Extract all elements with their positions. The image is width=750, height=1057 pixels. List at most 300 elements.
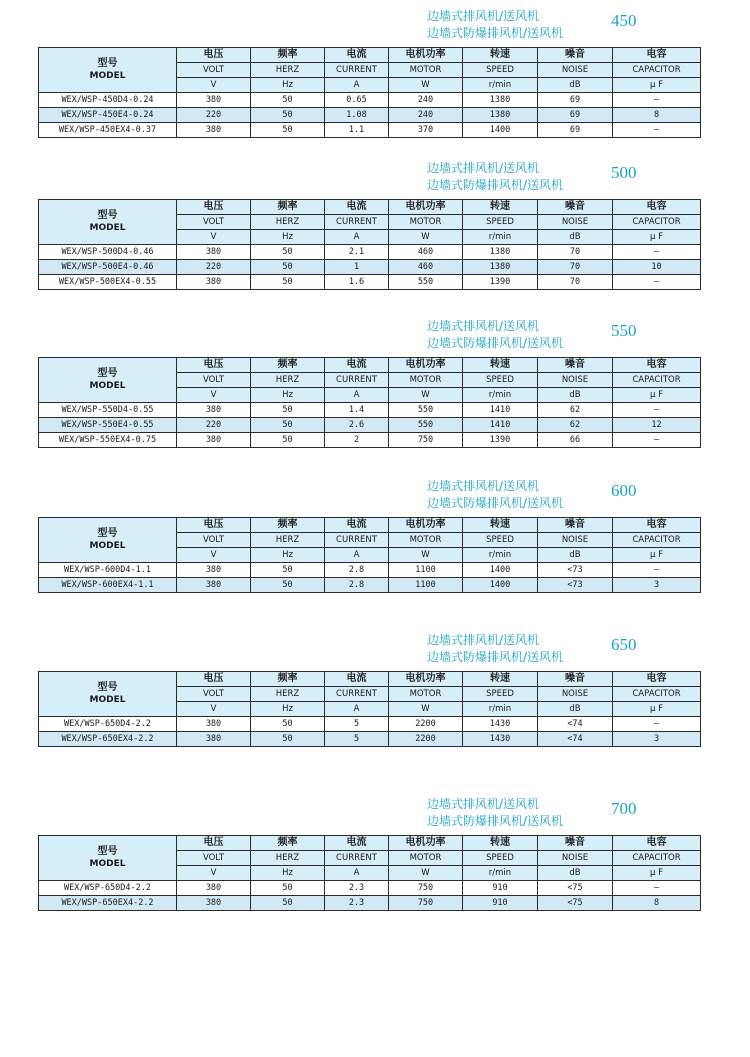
value-cell: 50 bbox=[251, 717, 325, 732]
model-header-cn: 型号 bbox=[97, 368, 118, 379]
model-header-en: MODEL bbox=[89, 859, 126, 869]
value-cell: 550 bbox=[389, 275, 463, 290]
value-cell: 380 bbox=[177, 563, 251, 578]
column-header-en: HERZ bbox=[251, 533, 325, 548]
value-cell: 1.08 bbox=[325, 108, 389, 123]
value-cell: 380 bbox=[177, 93, 251, 108]
value-cell: 380 bbox=[177, 896, 251, 911]
caption-exhaust: 边墙式排风机/送风机 bbox=[427, 479, 540, 493]
model-header bbox=[39, 200, 177, 245]
column-header-en: SPEED bbox=[463, 851, 538, 866]
column-header-cn: 转速 bbox=[463, 836, 538, 851]
column-header-cn: 电机功率 bbox=[389, 836, 463, 851]
column-header-en: CURRENT bbox=[325, 687, 389, 702]
section-caption bbox=[427, 632, 563, 666]
value-cell: 550 bbox=[389, 403, 463, 418]
value-cell: 50 bbox=[251, 245, 325, 260]
model-header bbox=[39, 836, 177, 881]
table-row bbox=[39, 108, 701, 123]
spec-table bbox=[38, 357, 701, 448]
column-header-cn: 频率 bbox=[251, 836, 325, 851]
column-header-cn: 转速 bbox=[463, 200, 538, 215]
value-cell: 69 bbox=[538, 93, 613, 108]
header-row-cn bbox=[39, 200, 701, 215]
value-cell: 1430 bbox=[463, 717, 538, 732]
value-cell: 1 bbox=[325, 260, 389, 275]
value-cell: 1380 bbox=[463, 245, 538, 260]
value-cell: 380 bbox=[177, 732, 251, 747]
model-header bbox=[39, 672, 177, 717]
column-header-cn: 频率 bbox=[251, 358, 325, 373]
value-cell: 460 bbox=[389, 245, 463, 260]
value-cell: 50 bbox=[251, 433, 325, 448]
column-unit: V bbox=[177, 548, 251, 563]
size-label: 450 bbox=[611, 11, 637, 30]
column-header-cn: 电机功率 bbox=[389, 48, 463, 63]
value-cell: 1400 bbox=[463, 578, 538, 593]
column-header-en: CURRENT bbox=[325, 851, 389, 866]
column-unit: V bbox=[177, 388, 251, 403]
column-header-cn: 电压 bbox=[177, 48, 251, 63]
model-header-en: MODEL bbox=[89, 541, 126, 551]
value-cell: 750 bbox=[389, 896, 463, 911]
value-cell: – bbox=[613, 93, 701, 108]
column-header-en: HERZ bbox=[251, 215, 325, 230]
value-cell: 66 bbox=[538, 433, 613, 448]
value-cell: 220 bbox=[177, 418, 251, 433]
column-unit: W bbox=[389, 548, 463, 563]
column-header-cn: 电流 bbox=[325, 48, 389, 63]
section-caption bbox=[427, 478, 563, 512]
column-header-cn: 转速 bbox=[463, 672, 538, 687]
value-cell: 240 bbox=[389, 108, 463, 123]
value-cell: 2.3 bbox=[325, 881, 389, 896]
table-row bbox=[39, 578, 701, 593]
header-row-cn bbox=[39, 48, 701, 63]
table-row bbox=[39, 260, 701, 275]
model-header bbox=[39, 48, 177, 93]
table-row bbox=[39, 275, 701, 290]
column-header-en: NOISE bbox=[538, 215, 613, 230]
column-unit: A bbox=[325, 78, 389, 93]
column-unit: μ F bbox=[613, 548, 701, 563]
value-cell: 5 bbox=[325, 732, 389, 747]
value-cell: 380 bbox=[177, 717, 251, 732]
column-unit: dB bbox=[538, 548, 613, 563]
model-cell: WEX/WSP-650EX4-2.2 bbox=[39, 732, 177, 747]
model-header-cn: 型号 bbox=[97, 682, 118, 693]
column-header-en: NOISE bbox=[538, 687, 613, 702]
column-header-en: SPEED bbox=[463, 373, 538, 388]
column-unit: dB bbox=[538, 866, 613, 881]
size-label: 550 bbox=[611, 321, 637, 340]
value-cell: 1380 bbox=[463, 108, 538, 123]
column-unit: dB bbox=[538, 230, 613, 245]
column-unit: μ F bbox=[613, 78, 701, 93]
column-header-cn: 电容 bbox=[613, 672, 701, 687]
column-header-cn: 电流 bbox=[325, 200, 389, 215]
model-header-cn: 型号 bbox=[97, 846, 118, 857]
column-header-cn: 电容 bbox=[613, 48, 701, 63]
value-cell: 10 bbox=[613, 260, 701, 275]
column-header-cn: 噪音 bbox=[538, 200, 613, 215]
model-header-en: MODEL bbox=[89, 695, 126, 705]
column-unit: μ F bbox=[613, 230, 701, 245]
column-header-en: NOISE bbox=[538, 373, 613, 388]
column-header-cn: 电流 bbox=[325, 672, 389, 687]
column-header-en: MOTOR bbox=[389, 215, 463, 230]
model-cell: WEX/WSP-650D4-2.2 bbox=[39, 717, 177, 732]
table-row bbox=[39, 732, 701, 747]
value-cell: 50 bbox=[251, 418, 325, 433]
column-header-en: VOLT bbox=[177, 533, 251, 548]
value-cell: 70 bbox=[538, 260, 613, 275]
column-header-cn: 电压 bbox=[177, 518, 251, 533]
column-unit: μ F bbox=[613, 866, 701, 881]
column-header-en: MOTOR bbox=[389, 533, 463, 548]
column-unit: r/min bbox=[463, 230, 538, 245]
column-unit: Hz bbox=[251, 866, 325, 881]
column-header-en: MOTOR bbox=[389, 687, 463, 702]
model-header bbox=[39, 518, 177, 563]
column-unit: V bbox=[177, 230, 251, 245]
column-unit: W bbox=[389, 230, 463, 245]
value-cell: 1410 bbox=[463, 418, 538, 433]
column-header-en: VOLT bbox=[177, 373, 251, 388]
value-cell: 2.8 bbox=[325, 563, 389, 578]
value-cell: 50 bbox=[251, 260, 325, 275]
column-header-en: VOLT bbox=[177, 215, 251, 230]
column-unit: W bbox=[389, 702, 463, 717]
table-row bbox=[39, 896, 701, 911]
column-header-en: CURRENT bbox=[325, 63, 389, 78]
column-unit: Hz bbox=[251, 702, 325, 717]
column-unit: Hz bbox=[251, 78, 325, 93]
value-cell: 240 bbox=[389, 93, 463, 108]
column-header-cn: 电压 bbox=[177, 358, 251, 373]
value-cell: 2.6 bbox=[325, 418, 389, 433]
value-cell: 910 bbox=[463, 881, 538, 896]
value-cell: <74 bbox=[538, 732, 613, 747]
column-unit: V bbox=[177, 78, 251, 93]
column-unit: V bbox=[177, 702, 251, 717]
section-caption bbox=[427, 796, 563, 830]
value-cell: 50 bbox=[251, 123, 325, 138]
column-header-cn: 电容 bbox=[613, 518, 701, 533]
value-cell: 50 bbox=[251, 108, 325, 123]
value-cell: 750 bbox=[389, 433, 463, 448]
size-label: 700 bbox=[611, 799, 637, 818]
value-cell: – bbox=[613, 563, 701, 578]
table-row bbox=[39, 93, 701, 108]
column-header-cn: 频率 bbox=[251, 672, 325, 687]
column-header-en: HERZ bbox=[251, 63, 325, 78]
column-header-en: NOISE bbox=[538, 851, 613, 866]
column-header-cn: 频率 bbox=[251, 48, 325, 63]
model-cell: WEX/WSP-450D4-0.24 bbox=[39, 93, 177, 108]
value-cell: <75 bbox=[538, 896, 613, 911]
table-row bbox=[39, 717, 701, 732]
model-cell: WEX/WSP-450EX4-0.37 bbox=[39, 123, 177, 138]
column-header-cn: 噪音 bbox=[538, 836, 613, 851]
column-header-en: CAPACITOR bbox=[613, 851, 701, 866]
value-cell: – bbox=[613, 123, 701, 138]
model-cell: WEX/WSP-450E4-0.24 bbox=[39, 108, 177, 123]
value-cell: 370 bbox=[389, 123, 463, 138]
model-cell: WEX/WSP-650EX4-2.2 bbox=[39, 896, 177, 911]
column-header-en: CAPACITOR bbox=[613, 373, 701, 388]
column-unit: A bbox=[325, 548, 389, 563]
value-cell: 910 bbox=[463, 896, 538, 911]
caption-exhaust: 边墙式排风机/送风机 bbox=[427, 633, 540, 647]
value-cell: 5 bbox=[325, 717, 389, 732]
header-row-cn bbox=[39, 518, 701, 533]
column-header-cn: 电机功率 bbox=[389, 672, 463, 687]
value-cell: 1.1 bbox=[325, 123, 389, 138]
spec-table bbox=[38, 199, 701, 290]
column-header-cn: 电流 bbox=[325, 518, 389, 533]
value-cell: 1100 bbox=[389, 578, 463, 593]
value-cell: 550 bbox=[389, 418, 463, 433]
header-row-cn bbox=[39, 836, 701, 851]
column-header-cn: 转速 bbox=[463, 518, 538, 533]
spec-table bbox=[38, 671, 701, 747]
value-cell: 2.3 bbox=[325, 896, 389, 911]
size-label: 500 bbox=[611, 163, 637, 182]
column-unit: A bbox=[325, 866, 389, 881]
value-cell: 70 bbox=[538, 245, 613, 260]
column-header-en: CAPACITOR bbox=[613, 533, 701, 548]
column-header-en: HERZ bbox=[251, 851, 325, 866]
column-unit: r/min bbox=[463, 866, 538, 881]
value-cell: 1100 bbox=[389, 563, 463, 578]
column-unit: W bbox=[389, 78, 463, 93]
section-caption bbox=[427, 160, 563, 194]
column-unit: W bbox=[389, 866, 463, 881]
model-cell: WEX/WSP-550E4-0.55 bbox=[39, 418, 177, 433]
column-header-en: MOTOR bbox=[389, 373, 463, 388]
caption-exhaust: 边墙式排风机/送风机 bbox=[427, 9, 540, 23]
model-header-en: MODEL bbox=[89, 71, 126, 81]
column-header-en: CURRENT bbox=[325, 533, 389, 548]
value-cell: 1410 bbox=[463, 403, 538, 418]
value-cell: 460 bbox=[389, 260, 463, 275]
column-header-cn: 电压 bbox=[177, 672, 251, 687]
column-header-cn: 电流 bbox=[325, 358, 389, 373]
caption-exhaust: 边墙式排风机/送风机 bbox=[427, 319, 540, 333]
value-cell: 50 bbox=[251, 732, 325, 747]
value-cell: 380 bbox=[177, 245, 251, 260]
value-cell: 50 bbox=[251, 403, 325, 418]
column-header-en: CAPACITOR bbox=[613, 215, 701, 230]
value-cell: 3 bbox=[613, 732, 701, 747]
value-cell: 220 bbox=[177, 108, 251, 123]
header-row-cn bbox=[39, 672, 701, 687]
model-cell: WEX/WSP-500E4-0.46 bbox=[39, 260, 177, 275]
column-unit: A bbox=[325, 702, 389, 717]
column-header-en: SPEED bbox=[463, 533, 538, 548]
column-header-en: MOTOR bbox=[389, 63, 463, 78]
table-row bbox=[39, 245, 701, 260]
table-row bbox=[39, 403, 701, 418]
model-header-en: MODEL bbox=[89, 223, 126, 233]
value-cell: 2200 bbox=[389, 732, 463, 747]
section-caption bbox=[427, 318, 563, 352]
value-cell: 1430 bbox=[463, 732, 538, 747]
value-cell: 50 bbox=[251, 563, 325, 578]
column-header-en: VOLT bbox=[177, 687, 251, 702]
value-cell: 62 bbox=[538, 403, 613, 418]
value-cell: 1.6 bbox=[325, 275, 389, 290]
table-row bbox=[39, 433, 701, 448]
spec-table bbox=[38, 47, 701, 138]
value-cell: – bbox=[613, 717, 701, 732]
column-unit: r/min bbox=[463, 702, 538, 717]
column-header-cn: 转速 bbox=[463, 48, 538, 63]
model-header-cn: 型号 bbox=[97, 528, 118, 539]
value-cell: 50 bbox=[251, 275, 325, 290]
model-cell: WEX/WSP-500D4-0.46 bbox=[39, 245, 177, 260]
value-cell: 50 bbox=[251, 896, 325, 911]
column-header-en: CAPACITOR bbox=[613, 63, 701, 78]
column-unit: Hz bbox=[251, 388, 325, 403]
value-cell: 2 bbox=[325, 433, 389, 448]
value-cell: 380 bbox=[177, 275, 251, 290]
table-row bbox=[39, 881, 701, 896]
caption-explosion-proof: 边墙式防爆排风机/送风机 bbox=[427, 178, 564, 192]
value-cell: <73 bbox=[538, 563, 613, 578]
model-header-cn: 型号 bbox=[97, 58, 118, 69]
size-label: 600 bbox=[611, 481, 637, 500]
model-header bbox=[39, 358, 177, 403]
column-header-en: VOLT bbox=[177, 851, 251, 866]
column-header-cn: 频率 bbox=[251, 518, 325, 533]
column-header-en: MOTOR bbox=[389, 851, 463, 866]
column-header-en: CAPACITOR bbox=[613, 687, 701, 702]
column-header-cn: 电机功率 bbox=[389, 358, 463, 373]
value-cell: 0.65 bbox=[325, 93, 389, 108]
column-header-en: NOISE bbox=[538, 63, 613, 78]
value-cell: <74 bbox=[538, 717, 613, 732]
value-cell: 50 bbox=[251, 93, 325, 108]
column-header-en: SPEED bbox=[463, 63, 538, 78]
table-row bbox=[39, 123, 701, 138]
column-header-cn: 电机功率 bbox=[389, 518, 463, 533]
value-cell: 2.1 bbox=[325, 245, 389, 260]
value-cell: 50 bbox=[251, 881, 325, 896]
column-unit: μ F bbox=[613, 702, 701, 717]
column-header-cn: 电容 bbox=[613, 358, 701, 373]
value-cell: 750 bbox=[389, 881, 463, 896]
column-header-cn: 噪音 bbox=[538, 672, 613, 687]
value-cell: 1380 bbox=[463, 93, 538, 108]
value-cell: 380 bbox=[177, 578, 251, 593]
value-cell: 50 bbox=[251, 578, 325, 593]
model-cell: WEX/WSP-550EX4-0.75 bbox=[39, 433, 177, 448]
column-unit: r/min bbox=[463, 78, 538, 93]
column-unit: A bbox=[325, 230, 389, 245]
column-header-en: NOISE bbox=[538, 533, 613, 548]
value-cell: – bbox=[613, 275, 701, 290]
value-cell: 62 bbox=[538, 418, 613, 433]
column-header-cn: 噪音 bbox=[538, 358, 613, 373]
value-cell: 1.4 bbox=[325, 403, 389, 418]
model-cell: WEX/WSP-600D4-1.1 bbox=[39, 563, 177, 578]
model-cell: WEX/WSP-650D4-2.2 bbox=[39, 881, 177, 896]
model-header-en: MODEL bbox=[89, 381, 126, 391]
column-unit: Hz bbox=[251, 548, 325, 563]
value-cell: 1400 bbox=[463, 563, 538, 578]
value-cell: <75 bbox=[538, 881, 613, 896]
value-cell: – bbox=[613, 881, 701, 896]
size-label: 650 bbox=[611, 635, 637, 654]
value-cell: 380 bbox=[177, 403, 251, 418]
value-cell: 1400 bbox=[463, 123, 538, 138]
value-cell: – bbox=[613, 245, 701, 260]
value-cell: – bbox=[613, 433, 701, 448]
value-cell: 2.8 bbox=[325, 578, 389, 593]
header-row-cn bbox=[39, 358, 701, 373]
column-header-cn: 噪音 bbox=[538, 48, 613, 63]
column-header-cn: 噪音 bbox=[538, 518, 613, 533]
column-header-cn: 电容 bbox=[613, 836, 701, 851]
value-cell: 3 bbox=[613, 578, 701, 593]
column-header-cn: 转速 bbox=[463, 358, 538, 373]
value-cell: 2200 bbox=[389, 717, 463, 732]
column-header-en: CURRENT bbox=[325, 373, 389, 388]
caption-exhaust: 边墙式排风机/送风机 bbox=[427, 161, 540, 175]
column-unit: r/min bbox=[463, 388, 538, 403]
caption-explosion-proof: 边墙式防爆排风机/送风机 bbox=[427, 336, 564, 350]
value-cell: 1390 bbox=[463, 433, 538, 448]
value-cell: 1390 bbox=[463, 275, 538, 290]
value-cell: 8 bbox=[613, 896, 701, 911]
caption-explosion-proof: 边墙式防爆排风机/送风机 bbox=[427, 496, 564, 510]
value-cell: 220 bbox=[177, 260, 251, 275]
value-cell: 1380 bbox=[463, 260, 538, 275]
value-cell: – bbox=[613, 403, 701, 418]
column-unit: μ F bbox=[613, 388, 701, 403]
spec-table bbox=[38, 835, 701, 911]
value-cell: 380 bbox=[177, 433, 251, 448]
value-cell: 8 bbox=[613, 108, 701, 123]
caption-explosion-proof: 边墙式防爆排风机/送风机 bbox=[427, 26, 564, 40]
table-row bbox=[39, 418, 701, 433]
column-header-en: HERZ bbox=[251, 373, 325, 388]
column-header-cn: 电压 bbox=[177, 836, 251, 851]
column-header-cn: 频率 bbox=[251, 200, 325, 215]
column-unit: A bbox=[325, 388, 389, 403]
column-unit: dB bbox=[538, 78, 613, 93]
caption-explosion-proof: 边墙式防爆排风机/送风机 bbox=[427, 650, 564, 664]
column-header-cn: 电机功率 bbox=[389, 200, 463, 215]
column-header-en: SPEED bbox=[463, 687, 538, 702]
column-header-en: CURRENT bbox=[325, 215, 389, 230]
column-unit: Hz bbox=[251, 230, 325, 245]
table-row bbox=[39, 563, 701, 578]
value-cell: 380 bbox=[177, 123, 251, 138]
section-caption bbox=[427, 8, 563, 42]
model-cell: WEX/WSP-550D4-0.55 bbox=[39, 403, 177, 418]
model-cell: WEX/WSP-600EX4-1.1 bbox=[39, 578, 177, 593]
column-header-cn: 电压 bbox=[177, 200, 251, 215]
caption-explosion-proof: 边墙式防爆排风机/送风机 bbox=[427, 814, 564, 828]
column-header-cn: 电容 bbox=[613, 200, 701, 215]
caption-exhaust: 边墙式排风机/送风机 bbox=[427, 797, 540, 811]
column-unit: dB bbox=[538, 702, 613, 717]
column-header-en: VOLT bbox=[177, 63, 251, 78]
column-unit: r/min bbox=[463, 548, 538, 563]
